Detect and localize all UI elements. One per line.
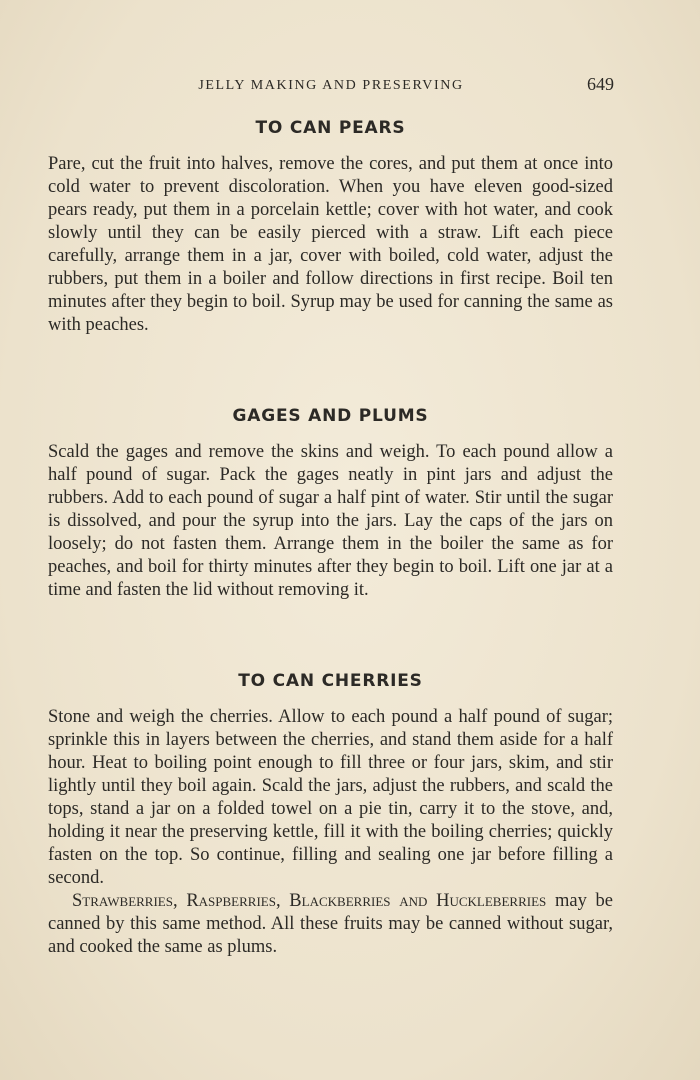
section-title: TO CAN PEARS [255,118,406,138]
page-number: 649 [587,74,614,94]
section-gages-and-plums [48,406,613,602]
section-title: GAGES AND PLUMS [232,406,429,426]
paragraph: Pare, cut the fruit into halves, remove the cores, and put them at once into cold water to prevent discoloration. When you have eleven good-sized pears ready, put them in a porcelain kettle; cover with hot water, and cook slowly until they can be easily pierced with a straw. Lift each piece carefully, arrange them in a jar, cover with boiled, cold water, adjust the rubbers, put them in a boiler and follow directions in first recipe. Boil ten minutes after they begin to boil. Syrup may be used for canning the same as with peaches. [48,154,613,335]
section-to-can-cherries [48,671,613,959]
running-head: JELLY MAKING AND PRESERVING [198,78,464,93]
page-header [48,74,614,100]
paragraph: Scald the gages and remove the skins and weigh. To each pound allow a half pound of sugar. Pack the gages neatly in pint jars and adjust the rubbers. Add to each pound of sugar a half pint of water. Stir until the sugar is dissolved, and pour the syrup into the jars. Lay the caps of the jars on loosely; do not fasten them. Arrange them in the boiler the same as for peaches, and boil for thirty minutes after they begin to boil. Lift one jar at a time and fasten the lid without removing it. [48,442,613,600]
berries-list: Strawberries, Raspberries, Blackberries and Huckleberries [72,891,547,911]
section-to-can-pears [48,118,613,337]
paragraph: Stone and weigh the cherries. Allow to each pound a half pound of sugar; sprinkle this in layers between the cherries, and stand them aside for a half hour. Heat to boiling point enough to fill three or four jars, skim, and stir lightly until they boil again. Scald the jars, adjust the rubbers, and scald the tops, stand a jar on a folded towel on a pie tin, carry it to the stove, and, holding it near the preserving kettle, fill it with the boiling cherries; quickly fasten on the top. So continue, filling and sealing one jar before filling a second. [48,707,613,888]
section-title: TO CAN CHERRIES [238,671,423,691]
berries-note-text: may be canned by this same method. All these fruits may be canned without sugar, and cooked the same as plums. [48,891,614,957]
berries-note [48,890,613,959]
